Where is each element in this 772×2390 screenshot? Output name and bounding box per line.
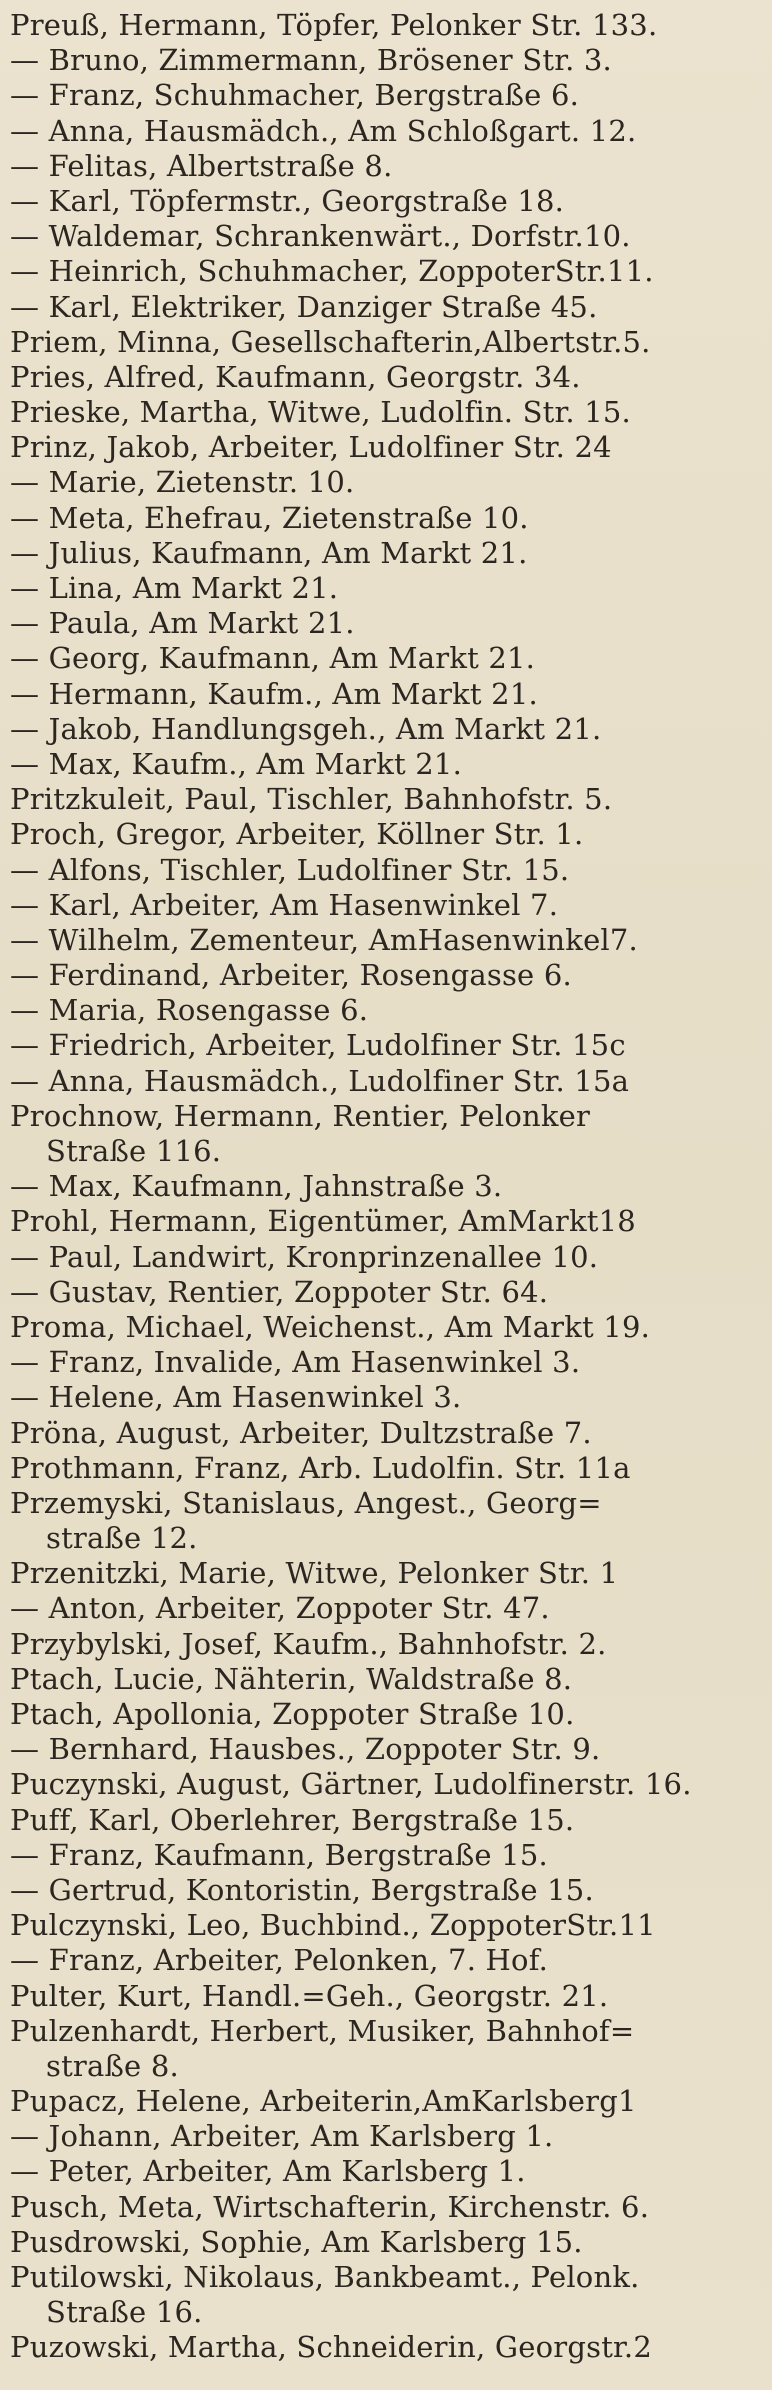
directory-entry: — Bernhard, Hausbes., Zoppoter Str. 9. — [10, 1732, 601, 1767]
directory-entry-continuation: straße 8. — [46, 2048, 179, 2083]
directory-entry: — Jakob, Handlungsgeh., Am Markt 21. — [10, 711, 602, 746]
directory-entry: Pries, Alfred, Kaufmann, Georgstr. 34. — [10, 359, 581, 394]
directory-entry: — Max, Kaufm., Am Markt 21. — [10, 746, 462, 781]
directory-entry: Puff, Karl, Oberlehrer, Bergstraße 15. — [10, 1802, 575, 1837]
directory-entry: — Peter, Arbeiter, Am Karlsberg 1. — [10, 2154, 526, 2189]
directory-entry: — Franz, Schuhmacher, Bergstraße 6. — [10, 78, 580, 113]
directory-entry: Prothmann, Franz, Arb. Ludolfin. Str. 11a — [10, 1450, 631, 1485]
directory-entry: — Anna, Hausmädch., Am Schloßgart. 12. — [10, 113, 637, 148]
directory-entry: — Franz, Kaufmann, Bergstraße 15. — [10, 1837, 548, 1872]
directory-entry: — Anton, Arbeiter, Zoppoter Str. 47. — [10, 1591, 550, 1626]
directory-entry: — Ferdinand, Arbeiter, Rosengasse 6. — [10, 958, 572, 993]
directory-entry: — Georg, Kaufmann, Am Markt 21. — [10, 641, 536, 676]
directory-entry: Pusch, Meta, Wirtschafterin, Kirchenstr. 6. — [10, 2189, 650, 2224]
directory-entry: — Waldemar, Schrankenwärt., Dorfstr.10. — [10, 219, 631, 254]
directory-entry: Ptach, Lucie, Nähterin, Waldstraße 8. — [10, 1661, 573, 1696]
directory-entry: Ptach, Apollonia, Zoppoter Straße 10. — [10, 1697, 575, 1731]
directory-entry-continuation: Straße 16. — [46, 2295, 203, 2330]
directory-entry: — Meta, Ehefrau, Zietenstraße 10. — [10, 500, 529, 535]
directory-entry: Priem, Minna, Gesellschafterin,Albertstr.5. — [10, 324, 651, 359]
directory-entry: Przemyski, Stanislaus, Angest., Georg= — [10, 1485, 602, 1520]
directory-entry: — Bruno, Zimmermann, Brösener Str. 3. — [10, 43, 612, 78]
directory-entry: — Felitas, Albertstraße 8. — [10, 148, 393, 183]
directory-entry: — Heinrich, Schuhmacher, ZoppoterStr.11. — [10, 254, 654, 289]
directory-entry: — Helene, Am Hasenwinkel 3. — [10, 1380, 462, 1415]
directory-entry: Puzowski, Martha, Schneiderin, Georgstr.2 — [10, 2330, 652, 2365]
directory-entry: Proch, Gregor, Arbeiter, Köllner Str. 1. — [10, 817, 584, 852]
directory-entry: — Maria, Rosengasse 6. — [10, 993, 369, 1028]
directory-entry: — Alfons, Tischler, Ludolfiner Str. 15. — [10, 852, 570, 887]
directory-entry: — Marie, Zietenstr. 10. — [10, 465, 355, 500]
directory-entry: — Max, Kaufmann, Jahnstraße 3. — [10, 1169, 503, 1204]
directory-entry: Preuß, Hermann, Töpfer, Pelonker Str. 133. — [10, 8, 658, 42]
directory-entry: — Wilhelm, Zementeur, AmHasenwinkel7. — [10, 922, 638, 957]
directory-entry: — Karl, Arbeiter, Am Hasenwinkel 7. — [10, 887, 559, 922]
directory-entry: — Hermann, Kaufm., Am Markt 21. — [10, 676, 538, 711]
directory-entry: Puczynski, August, Gärtner, Ludolfinerstr. 16. — [10, 1767, 692, 1802]
directory-entry: Putilowski, Nikolaus, Bankbeamt., Pelonk. — [10, 2260, 640, 2294]
directory-entry: Prieske, Martha, Witwe, Ludolfin. Str. 15. — [10, 395, 631, 430]
directory-entry: — Anna, Hausmädch., Ludolfiner Str. 15a — [10, 1063, 630, 1098]
directory-entry: — Franz, Arbeiter, Pelonken, 7. Hof. — [10, 1943, 549, 1978]
directory-entry: — Friedrich, Arbeiter, Ludolfiner Str. 15c — [10, 1028, 626, 1063]
directory-entry: Prinz, Jakob, Arbeiter, Ludolfiner Str. 24 — [10, 430, 612, 465]
directory-entry: Pröna, August, Arbeiter, Dultzstraße 7. — [10, 1415, 592, 1450]
directory-entry: — Johann, Arbeiter, Am Karlsberg 1. — [10, 2119, 554, 2154]
directory-entry: Pulczynski, Leo, Buchbind., ZoppoterStr.11 — [10, 1908, 656, 1943]
directory-entry: — Gustav, Rentier, Zoppoter Str. 64. — [10, 1274, 549, 1309]
directory-entry: Przenitzki, Marie, Witwe, Pelonker Str. 1 — [10, 1556, 619, 1591]
directory-entry: Pupacz, Helene, Arbeiterin,AmKarlsberg1 — [10, 2084, 637, 2119]
directory-entry: Przybylski, Josef, Kaufm., Bahnhofstr. 2. — [10, 1626, 607, 1661]
directory-entry: Pusdrowski, Sophie, Am Karlsberg 15. — [10, 2224, 583, 2259]
directory-entry: Proma, Michael, Weichenst., Am Markt 19. — [10, 1309, 651, 1344]
directory-entry-continuation: Straße 116. — [46, 1134, 222, 1168]
directory-entry: — Karl, Töpfermstr., Georgstraße 18. — [10, 183, 565, 218]
directory-entry-list — [10, 8, 760, 2366]
directory-entry-continuation: straße 12. — [46, 1521, 198, 1556]
directory-entry: Pulzenhardt, Herbert, Musiker, Bahnhof= — [10, 2013, 635, 2048]
directory-entry: Prochnow, Hermann, Rentier, Pelonker — [10, 1098, 591, 1133]
directory-entry: — Julius, Kaufmann, Am Markt 21. — [10, 535, 528, 570]
directory-entry: — Karl, Elektriker, Danziger Straße 45. — [10, 289, 598, 324]
directory-entry: Pulter, Kurt, Handl.=Geh., Georgstr. 21. — [10, 1978, 609, 2013]
directory-entry: — Lina, Am Markt 21. — [10, 571, 339, 605]
directory-entry: Pritzkuleit, Paul, Tischler, Bahnhofstr. 5. — [10, 782, 613, 817]
directory-entry: — Paula, Am Markt 21. — [10, 606, 355, 641]
directory-entry: — Paul, Landwirt, Kronprinzenallee 10. — [10, 1239, 599, 1274]
directory-entry: — Gertrud, Kontoristin, Bergstraße 15. — [10, 1872, 594, 1907]
directory-entry: — Franz, Invalide, Am Hasenwinkel 3. — [10, 1345, 581, 1380]
directory-entry: Prohl, Hermann, Eigentümer, AmMarkt18 — [10, 1204, 636, 1239]
